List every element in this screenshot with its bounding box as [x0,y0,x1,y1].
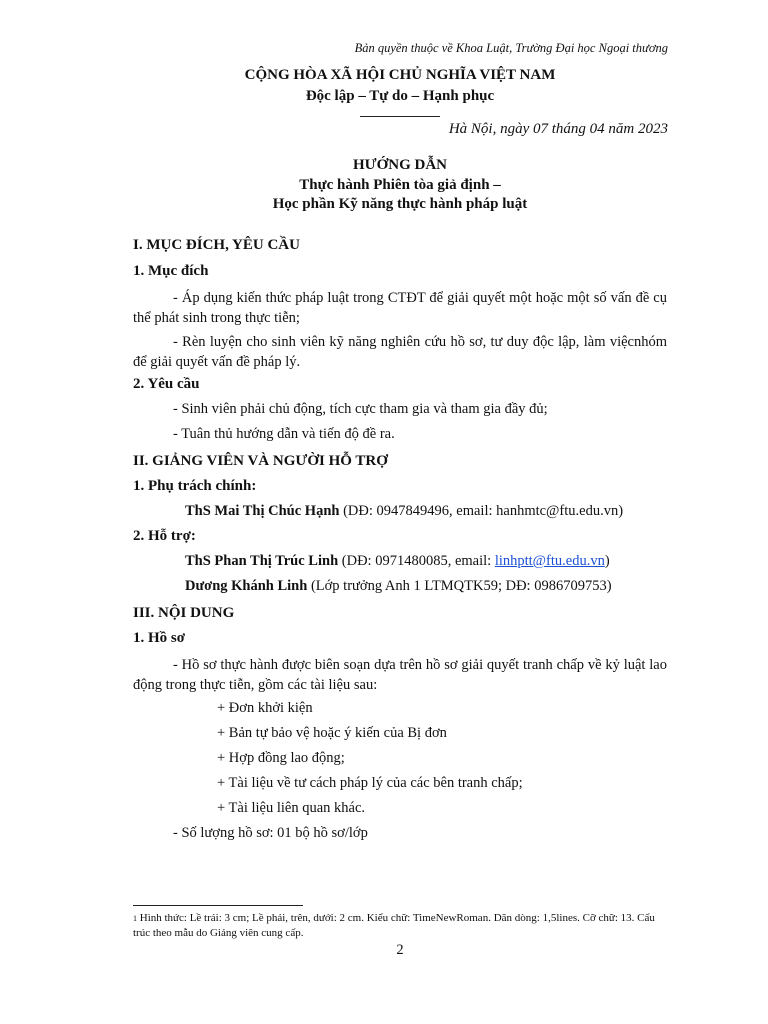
footnote-separator [133,905,303,906]
support-2-info: (Lớp trưởng Anh 1 LTMQTK59; DĐ: 0986709753) [307,578,612,594]
place-date: Hà Nội, ngày 07 tháng 04 năm 2023 [448,121,668,137]
section-2-heading: II. GIẢNG VIÊN VÀ NGƯỜI HỖ TRỢ [133,453,388,469]
footnote-marker: 1 [133,914,137,923]
support-1-info-close: ) [604,553,610,569]
section-2-sub-2: 2. Hỗ trợ: [133,528,196,544]
section-1-sub-2: 2. Yêu cầu [133,376,200,392]
national-title: CỘNG HÒA XÃ HỘI CHỦ NGHĨA VIỆT NAM [244,67,556,83]
section-3-heading: III. NỘI DUNG [133,605,235,621]
support-contact-1 [185,553,610,570]
section-1-heading: I. MỤC ĐÍCH, YÊU CẦU [133,237,300,253]
document-list-item: + Hợp đồng lao động; [217,750,345,766]
section-3-paragraph-2: - Số lượng hồ sơ: 01 bộ hồ sơ/lớp [173,825,368,841]
lead-contact [185,503,623,520]
support-1-email-link[interactable]: linhptt@ftu.edu.vn [494,553,605,569]
section-1-paragraph-1: - Áp dụng kiến thức pháp luật trong CTĐT để giải quyết một hoặc một số vấn đề cụ thể phát sinh trong thực tiễn; [133,290,667,326]
document-list-item: + Tài liệu về tư cách pháp lý của các bên tranh chấp; [217,775,523,791]
section-3-paragraph-1: - Hồ sơ thực hành được biên soạn dựa trên hồ sơ giải quyết tranh chấp về kỷ luật lao động trong thực tiễn, gồm các tài liệu sau: [133,657,667,693]
section-1-paragraph-2: - Rèn luyện cho sinh viên kỹ năng nghiên cứu hồ sơ, tư duy độc lập, làm việcnhóm để giải quyết vấn đề pháp lý. [133,334,667,370]
footnote-text: Hình thức: Lề trái: 3 cm; Lề phải, trên, dưới: 2 cm. Kiểu chữ: TimeNewRoman. Dãn dòng: 1,5lines. Cỡ chữ: 13. Cấu trúc theo mẫu do Giảng viên cung cấp. [133,912,655,939]
support-contact-2 [185,578,612,595]
document-subtitle-1: Thực hành Phiên tòa giả định – [299,177,501,193]
page-number: 2 [396,942,404,958]
footnote [133,911,667,940]
lead-info: (DĐ: 0947849496, email: hanhmtc@ftu.edu.vn) [339,503,624,519]
support-1-info: (DĐ: 0971480085, email: [338,553,495,569]
national-motto: Độc lập – Tự do – Hạnh phục [305,88,495,104]
document-subtitle-2: Học phần Kỹ năng thực hành pháp luật [272,196,528,212]
support-2-name: Dương Khánh Linh [185,578,308,594]
motto-underline [360,116,440,117]
section-1-paragraph-4: - Tuân thủ hướng dẫn và tiến độ đề ra. [173,426,395,442]
document-title: HƯỚNG DẪN [352,157,448,173]
section-1-sub-1: 1. Mục đích [133,263,209,279]
lead-name: ThS Mai Thị Chúc Hạnh [185,503,340,519]
section-3-sub-1: 1. Hồ sơ [133,630,186,646]
support-1-name: ThS Phan Thị Trúc Linh [185,553,339,569]
copyright-note: Bản quyền thuộc về Khoa Luật, Trường Đại học Ngoại thương [354,41,668,55]
section-2-sub-1: 1. Phụ trách chính: [133,478,257,494]
section-1-paragraph-3: - Sinh viên phải chủ động, tích cực tham gia và tham gia đầy đủ; [173,401,548,417]
document-list-item: + Bản tự bảo vệ hoặc ý kiến của Bị đơn [217,725,447,741]
document-list-item: + Đơn khởi kiện [217,700,313,716]
document-list-item: + Tài liệu liên quan khác. [217,800,366,816]
